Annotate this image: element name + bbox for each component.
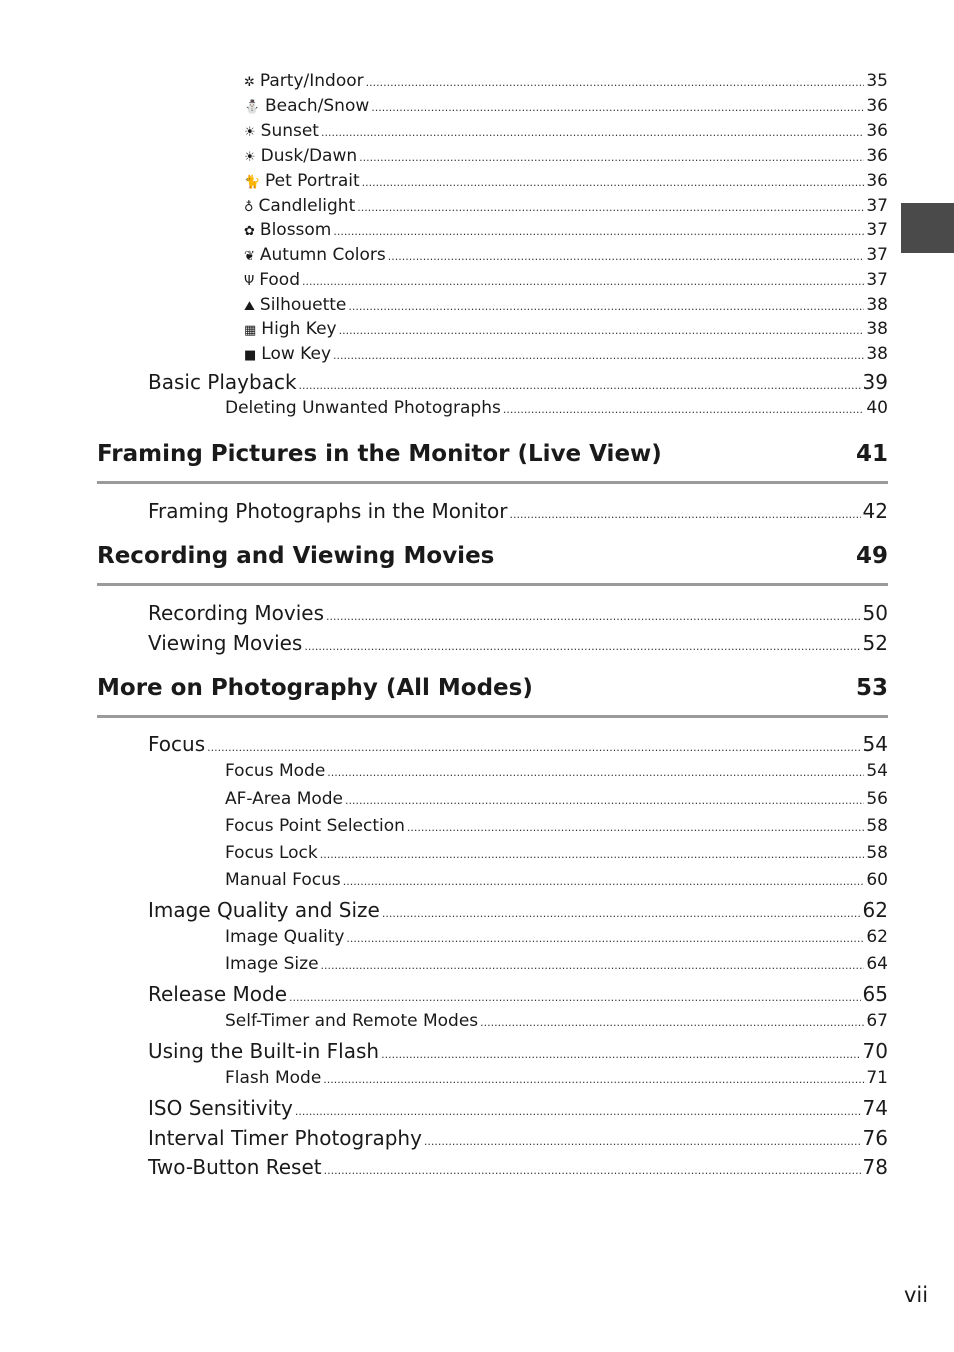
dot-leader [320,848,865,861]
toc-entry-recording-movies[interactable]: Recording Movies ..... 50 [148,601,888,625]
beach-snow-icon: ⛄ [244,100,261,115]
dusk-dawn-icon: ☀ [244,150,256,165]
pet-portrait-icon: 🐈 [244,175,261,190]
toc-entry-food[interactable]: Ψ Food ..... 37 [244,270,888,290]
toc-entry-image-size[interactable]: Image Size ..... 64 [225,954,888,974]
toc-entry-party-indoor[interactable]: ✲ Party/Indoor ..... 35 [244,71,888,91]
dot-leader [407,821,864,834]
dot-leader [381,1048,860,1061]
toc-entry-built-in-flash[interactable]: Using the Built-in Flash ..... 70 [148,1039,888,1063]
toc-entry-focus-mode[interactable]: Focus Mode ..... 54 [225,761,888,781]
dot-leader [302,275,864,288]
page-number: vii [904,1283,929,1307]
dot-leader [326,610,861,623]
toc-entry-focus[interactable]: Focus ..... 54 [148,732,888,756]
toc-entry-interval-timer[interactable]: Interval Timer Photography ..... 76 [148,1126,888,1150]
dot-leader [480,1016,864,1029]
chapter-heading-live-view[interactable] [97,441,888,484]
dot-leader [304,640,860,653]
dot-leader [388,250,865,263]
chapter-page: 41 [855,441,888,467]
dot-leader [333,349,864,362]
dot-leader [321,959,865,972]
blossom-icon: ✿ [244,224,255,239]
dot-leader [343,875,865,888]
dot-leader [295,1105,861,1118]
dot-leader [424,1135,861,1148]
dot-leader [357,201,864,214]
food-icon: Ψ [244,274,255,289]
dot-leader [321,126,864,139]
dot-leader [345,794,864,807]
toc-entry-basic-playback[interactable]: Basic Playback ..... 39 [148,370,888,394]
autumn-colors-icon: ❦ [244,249,255,264]
high-key-icon: ▦ [244,323,257,338]
toc-entry-dusk-dawn[interactable]: ☀ Dusk/Dawn ..... 36 [244,146,888,166]
dot-leader [207,741,860,754]
dot-leader [382,907,861,920]
toc-entry-self-timer-remote[interactable]: Self-Timer and Remote Modes ..... 67 [225,1011,888,1031]
toc-entry-pet-portrait[interactable]: 🐈 Pet Portrait ..... 36 [244,171,888,191]
toc-entry-deleting-photographs[interactable]: Deleting Unwanted Photographs ..... 40 [225,398,888,418]
dot-leader [339,324,865,337]
low-key-icon: ■ [244,348,257,363]
dot-leader [346,932,864,945]
chapter-page: 49 [855,543,888,569]
toc-entry-beach-snow[interactable]: ⛄ Beach/Snow ..... 36 [244,96,888,116]
toc-entry-high-key[interactable]: ▦ High Key ..... 38 [244,319,888,339]
dot-leader [509,508,860,521]
chapter-title: More on Photography (All Modes) [97,675,533,701]
toc-entry-image-quality-size[interactable]: Image Quality and Size ..... 62 [148,898,888,922]
dot-leader [359,151,864,164]
dot-leader [299,379,861,392]
silhouette-icon: ⛰ [244,299,255,314]
chapter-heading-movies[interactable] [97,543,888,586]
dot-leader [503,403,865,416]
dot-leader [371,101,864,114]
toc-entry-two-button-reset[interactable]: Two-Button Reset ..... 78 [148,1155,888,1179]
toc-entry-manual-focus[interactable]: Manual Focus ..... 60 [225,870,888,890]
dot-leader [323,1073,864,1086]
chapter-thumb-tab [901,203,954,253]
sunset-icon: ☀ [244,125,256,140]
toc-entry-sunset[interactable]: ☀ Sunset ..... 36 [244,121,888,141]
toc-entry-image-quality[interactable]: Image Quality ..... 62 [225,927,888,947]
toc-entry-iso-sensitivity[interactable]: ISO Sensitivity ..... 74 [148,1096,888,1120]
dot-leader [366,76,865,89]
toc-entry-focus-lock[interactable]: Focus Lock ..... 58 [225,843,888,863]
chapter-page: 53 [855,675,888,701]
dot-leader [333,225,864,238]
toc-entry-low-key[interactable]: ■ Low Key ..... 38 [244,344,888,364]
dot-leader [327,766,864,779]
dot-leader [324,1164,861,1177]
toc-entry-flash-mode[interactable]: Flash Mode ..... 71 [225,1068,888,1088]
toc-entry-blossom[interactable]: ✿ Blossom ..... 37 [244,220,888,240]
toc-entry-release-mode[interactable]: Release Mode ..... 65 [148,982,888,1006]
toc-entry-focus-point-selection[interactable]: Focus Point Selection ..... 58 [225,816,888,836]
chapter-title: Recording and Viewing Movies [97,543,495,569]
toc-entry-af-area-mode[interactable]: AF-Area Mode ..... 56 [225,789,888,809]
candlelight-icon: ♁ [244,200,254,215]
dot-leader [289,991,861,1004]
dot-leader [348,300,864,313]
toc-entry-framing-photographs[interactable]: Framing Photographs in the Monitor ..... 42 [148,499,888,523]
party-indoor-icon: ✲ [244,75,255,90]
dot-leader [362,176,865,189]
toc-entry-candlelight[interactable]: ♁ Candlelight ..... 37 [244,196,888,216]
chapter-heading-more-photography[interactable] [97,675,888,718]
toc-entry-viewing-movies[interactable]: Viewing Movies ..... 52 [148,631,888,655]
toc-entry-silhouette[interactable]: ⛰ Silhouette ..... 38 [244,295,888,315]
chapter-title: Framing Pictures in the Monitor (Live View) [97,441,662,467]
toc-entry-autumn-colors[interactable]: ❦ Autumn Colors ..... 37 [244,245,888,265]
